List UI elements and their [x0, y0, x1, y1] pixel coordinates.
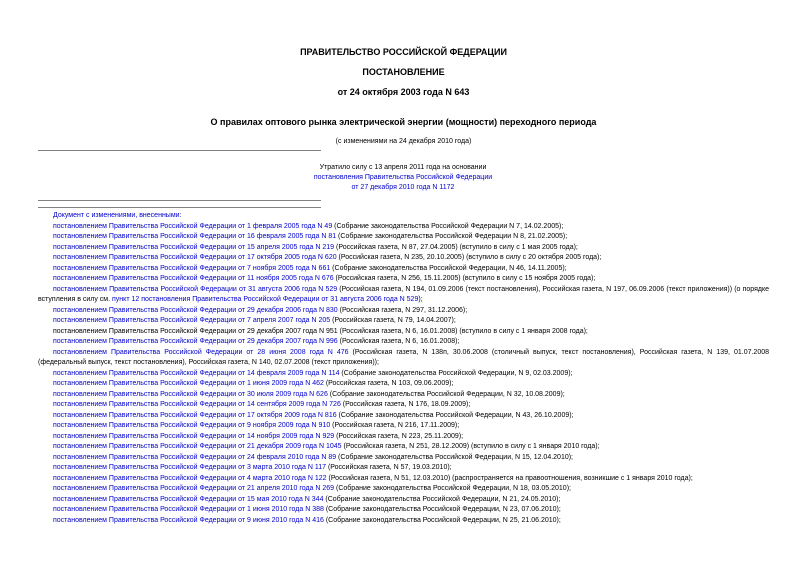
- amendment-source: (Собрание законодательства Российской Федерации, N 46, 14.11.2005);: [330, 264, 567, 272]
- amendment-source: (Российская газета, N 235, 20.10.2005) (вступило в силу с 20 октября 2005 года);: [336, 254, 602, 261]
- amendment-item: [53, 474, 769, 485]
- amendment-source: (Российская газета, N 87, 27.04.2005) (вступило в силу с 1 мая 2005 года);: [334, 243, 578, 251]
- edition-note: (с изменениями на 24 декабря 2010 года): [335, 138, 472, 145]
- amendment-item: [53, 411, 769, 422]
- amendment-item: [53, 232, 769, 243]
- amendment-link[interactable]: постановлением Правительства Российской Федерации от 30 июля 2009 года N 626: [53, 390, 328, 398]
- amendment-link[interactable]: постановлением Правительства Российской Федерации от 14 февраля 2009 года N 114: [53, 369, 340, 377]
- amendment-item: [53, 264, 769, 275]
- amendment-link[interactable]: постановлением Правительства Российской Федерации от 14 ноября 2009 года N 929: [53, 432, 335, 440]
- amendment-link[interactable]: постановлением Правительства Российской Федерации от 1 февраля 2005 года N 49: [53, 222, 333, 230]
- amendment-link[interactable]: постановлением Правительства Российской Федерации от 16 февраля 2005 года N 81: [53, 233, 337, 240]
- amendment-item: [53, 274, 769, 285]
- amendment-item: [53, 453, 769, 464]
- divider-bottom: [38, 207, 321, 208]
- amendment-link[interactable]: постановлением Правительства Российской Федерации от 7 ноября 2005 года N 661: [53, 264, 331, 272]
- amendment-item: [53, 390, 769, 401]
- amendment-source: (Собрание законодательства Российской Федерации, N 32, 10.08.2009);: [327, 390, 565, 398]
- amendment-source: (Российская газета, N 51, 12.03.2010) (распространяется на правоотношения, возникшие с 1 января 2010 года);: [326, 474, 693, 482]
- amendment-link[interactable]: постановлением Правительства Российской Федерации от 14 сентября 2009 года N 726: [53, 401, 341, 408]
- divider-middle: [38, 200, 321, 201]
- amendment-link[interactable]: постановлением Правительства Российской Федерации от 24 февраля 2010 года N 89: [53, 453, 337, 461]
- amendment-link[interactable]: постановлением Правительства Российской Федерации от 7 апреля 2007 года N 205: [53, 317, 331, 324]
- amendment-item: [53, 306, 769, 317]
- amendment-point-link[interactable]: пункт 12 постановления Правительства Российской Федерации от 31 августа 2006 года N 529: [112, 296, 419, 303]
- amendment-source: (Собрание законодательства Российской Федерации N 8, 21.02.2005);: [336, 233, 568, 240]
- amendment-link[interactable]: постановлением Правительства Российской Федерации от 3 марта 2010 года N 117: [53, 464, 327, 471]
- amendment-source: (Российская газета, N 103, 09.06.2009);: [323, 380, 454, 387]
- amendment-item: [53, 369, 769, 380]
- amendment-link[interactable]: постановлением Правительства Российской Федерации от 21 апреля 2010 года N 269: [53, 485, 335, 492]
- amendment-source: (Российская газета, N 223, 25.11.2009);: [334, 432, 464, 440]
- amendment-item: [53, 484, 769, 495]
- document-date-number: от 24 октября 2003 года N 643: [337, 87, 470, 97]
- amendment-link[interactable]: постановлением Правительства Российской Федерации от 4 марта 2010 года N 122: [53, 474, 327, 482]
- amendment-source: (Российская газета, N 138п, 30.06.2008 (столичный выпуск, текст постановления), Российская газета, N 139, 01.07.2008 (федеральный выпуск, текст постановления), Российская газета, N 140, 02.07.2008 (текст приложения));: [38, 348, 769, 366]
- repeal-note: Утратило силу с 13 апреля 2011 года на основании: [319, 164, 487, 171]
- amendment-item: [53, 432, 769, 443]
- amendment-title: постановлением Правительства Российской Федерации от 29 декабря 2007 года N 951: [53, 327, 338, 335]
- amendment-items: [38, 222, 769, 527]
- amendment-source: (Собрание законодательства Российской Федерации, N 25, 21.06.2010);: [323, 516, 561, 524]
- amendment-link[interactable]: постановлением Правительства Российской Федерации от 28 июня 2008 года N 476: [53, 348, 349, 356]
- amendments-list: [38, 211, 769, 526]
- amendment-item: [53, 495, 769, 506]
- amendment-source: (Собрание законодательства Российской Федерации, N 43, 26.10.2009);: [336, 411, 574, 419]
- repeal-link-line2[interactable]: от 27 декабря 2010 года N 1172: [351, 184, 455, 191]
- amendment-link[interactable]: постановлением Правительства Российской Федерации от 29 декабря 2006 года N 830: [53, 306, 338, 314]
- amendment-link[interactable]: постановлением Правительства Российской Федерации от 11 ноября 2005 года N 676: [53, 275, 334, 282]
- amendment-link[interactable]: постановлением Правительства Российской Федерации от 1 июня 2010 года N 388: [53, 506, 324, 513]
- amendment-item: [53, 222, 769, 233]
- amendment-link[interactable]: постановлением Правительства Российской Федерации от 29 декабря 2007 года N 996: [53, 338, 338, 345]
- amendment-source: (Собрание законодательства Российской Федерации, N 23, 07.06.2010);: [323, 506, 561, 513]
- amendment-link[interactable]: постановлением Правительства Российской Федерации от 9 ноября 2009 года N 910: [53, 422, 331, 429]
- amendments-intro-link[interactable]: Документ с изменениями, внесенными:: [53, 212, 182, 219]
- document-type: ПОСТАНОВЛЕНИЕ: [362, 67, 445, 77]
- amendment-link[interactable]: постановлением Правительства Российской Федерации от 17 октября 2005 года N 620: [53, 254, 337, 261]
- divider-top: [38, 150, 321, 151]
- amendment-link[interactable]: постановлением Правительства Российской Федерации от 15 апреля 2005 года N 219: [53, 243, 335, 251]
- repeal-link-line1[interactable]: постановления Правительства Российской Федерации: [313, 174, 493, 181]
- amendment-item: [53, 442, 769, 453]
- amendment-item: [53, 421, 769, 432]
- amendment-source: (Собрание законодательства Российской Федерации, N 9, 02.03.2009);: [339, 369, 573, 377]
- government-heading: ПРАВИТЕЛЬСТВО РОССИЙСКОЙ ФЕДЕРАЦИИ: [300, 47, 507, 57]
- amendment-source: (Российская газета, N 57, 19.03.2010);: [326, 464, 452, 471]
- amendment-source: (Российская газета, N 256, 15.11.2005) (вступило в силу с 15 ноября 2005 года);: [333, 275, 596, 282]
- amendment-link[interactable]: постановлением Правительства Российской Федерации от 9 июня 2010 года N 416: [53, 516, 324, 524]
- amendment-item: [38, 348, 769, 369]
- amendment-source: (Российская газета, N 251, 28.12.2009) (вступило в силу с 1 января 2010 года);: [341, 443, 600, 450]
- amendment-source: (Российская газета, N 216, 17.11.2009);: [330, 422, 460, 429]
- amendment-item: [53, 327, 769, 338]
- amendment-item: [53, 516, 769, 527]
- amendment-source: (Собрание законодательства Российской Федерации, N 15, 12.04.2010);: [336, 453, 574, 461]
- amendment-item: [53, 463, 769, 474]
- amendment-source: (Российская газета, N 79, 14.04.2007);: [330, 317, 456, 324]
- document-title: О правилах оптового рынка электрической энергии (мощности) переходного периода: [210, 117, 597, 127]
- amendment-link[interactable]: постановлением Правительства Российской Федерации от 15 мая 2010 года N 344: [53, 495, 324, 503]
- amendment-source: (Собрание законодательства Российской Федерации N 7, 14.02.2005);: [332, 222, 564, 230]
- amendment-item: [53, 243, 769, 254]
- amendment-source: (Российская газета, N 176, 18.09.2009);: [340, 401, 471, 408]
- amendment-item: [53, 505, 769, 516]
- amendment-source: (Российская газета, N 194, 01.09.2006 (текст постановления), Российская газета, N 197, 06.09.2006 (текст приложения)) (о порядке вступления в силу см.: [38, 285, 769, 303]
- amendment-link[interactable]: постановлением Правительства Российской Федерации от 1 июня 2009 года N 462: [53, 380, 324, 387]
- amendment-item: [53, 253, 769, 264]
- amendment-item: [53, 337, 769, 348]
- amendment-source: (Российская газета, N 297, 31.12.2006);: [337, 306, 468, 314]
- amendment-link[interactable]: постановлением Правительства Российской Федерации от 17 октября 2009 года N 816: [53, 411, 337, 419]
- amendment-item: [53, 379, 769, 390]
- amendment-link[interactable]: постановлением Правительства Российской Федерации от 21 декабря 2009 года N 1045: [53, 443, 342, 450]
- amendment-item: [53, 316, 769, 327]
- amendment-source: (Собрание законодательства Российской Федерации, N 18, 03.05.2010);: [334, 485, 571, 492]
- amendment-source-tail: );: [418, 296, 423, 303]
- amendment-source: (Собрание законодательства Российской Федерации, N 21, 24.05.2010);: [323, 495, 561, 503]
- amendment-link[interactable]: постановлением Правительства Российской Федерации от 31 августа 2006 года N 529: [53, 285, 338, 293]
- amendment-source: (Российская газета, N 6, 16.01.2008);: [337, 338, 460, 345]
- amendment-item: [38, 285, 769, 306]
- amendment-item: [53, 400, 769, 411]
- amendment-source: (Российская газета, N 6, 16.01.2008) (вступило в силу с 1 января 2008 года);: [337, 327, 588, 335]
